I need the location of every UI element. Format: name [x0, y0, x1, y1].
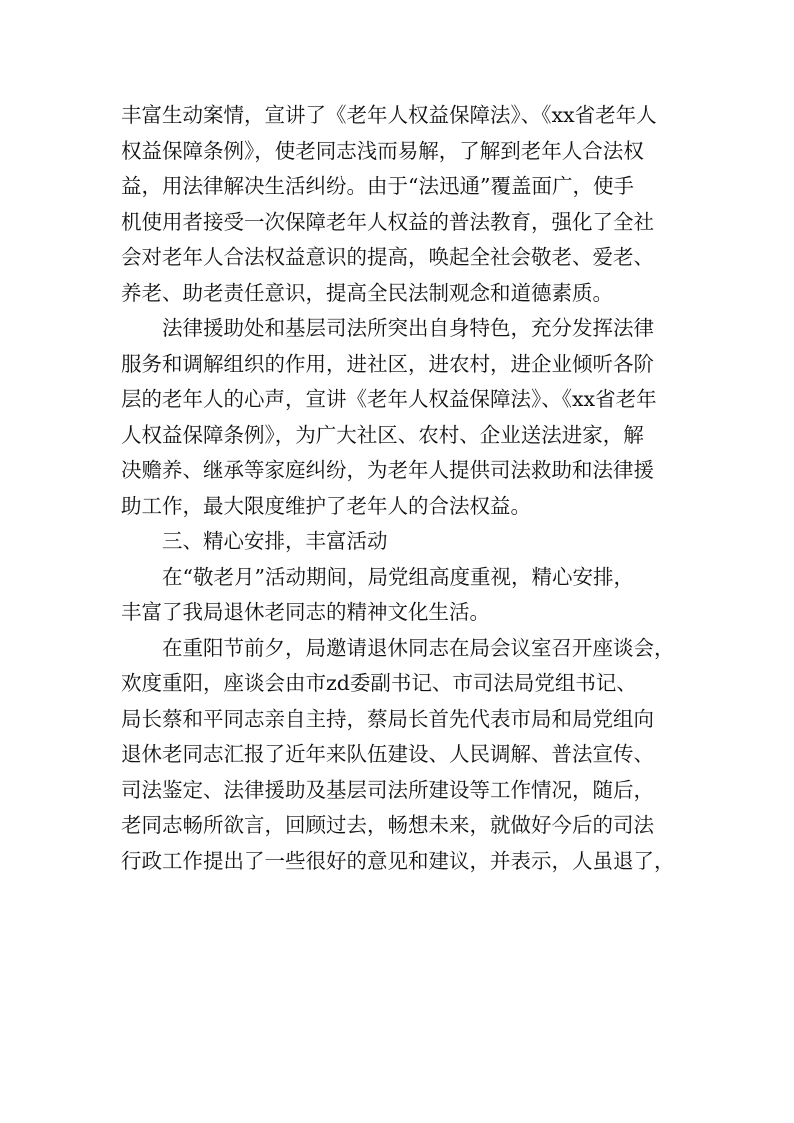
text-line-5: 会对老年人合法权益意识的提高，唤起全社会敬老、爱老、	[121, 245, 654, 269]
text-line-17: 欢度重阳，座谈会由市zd委副书记、市司法局党组书记、	[121, 671, 637, 695]
text-line-18: 局长蔡和平同志亲自主持，蔡局长首先代表市局和局党组向	[121, 706, 654, 731]
section-heading: 三、精心安排，丰富活动	[162, 529, 388, 553]
text-line-21: 老同志畅所欲言，回顾过去，畅想未来，就做好今后的司法	[121, 813, 654, 837]
text-line-15: 丰富了我局退休老同志的精神文化生活。	[121, 600, 490, 624]
text-line-8: 服务和调解组织的作用，进社区，进农村，进企业倾听各阶	[121, 351, 654, 376]
text-line-16: 在重阳节前夕，局邀请退休同志在局会议室召开座谈会，	[162, 635, 675, 660]
body-text	[121, 98, 691, 879]
text-line-11: 决赡养、继承等家庭纠纷，为老年人提供司法救助和法律援	[121, 458, 654, 482]
text-line-19: 退休老同志汇报了近年来队伍建设、人民调解、普法宣传、	[121, 742, 654, 766]
text-line-7: 法律援助处和基层司法所突出自身特色，充分发挥法律	[162, 316, 654, 340]
text-line-6: 养老、助老责任意识，提高全民法制观念和道德素质。	[121, 280, 613, 305]
text-line-4: 机使用者接受一次保障老年人权益的普法教育，强化了全社	[121, 209, 654, 234]
text-line-3: 益，用法律解决生活纠纷。由于“法迅通”覆盖面广，使手	[121, 174, 634, 198]
text-line-9: 层的老年人的心声，宣讲《老年人权益保障法》、《xx省老年	[121, 387, 657, 411]
text-line-1: 丰富生动案情，宣讲了《老年人权益保障法》、《xx省老年人	[121, 103, 657, 127]
text-line-10: 人权益保障条例》，为广大社区、农村、企业送法进家，解	[121, 422, 644, 447]
text-line-14: 在“敬老月”活动期间，局党组高度重视，精心安排，	[162, 564, 634, 589]
text-line-12: 助工作，最大限度维护了老年人的合法权益。	[121, 493, 531, 518]
text-line-22: 行政工作提出了一些很好的意见和建议，并表示，人虽退了，	[121, 848, 675, 873]
text-line-2: 权益保障条例》，使老同志浅而易解，了解到老年人合法权	[121, 138, 644, 163]
text-line-20: 司法鉴定、法律援助及基层司法所建设等工作情况，随后，	[121, 777, 654, 802]
